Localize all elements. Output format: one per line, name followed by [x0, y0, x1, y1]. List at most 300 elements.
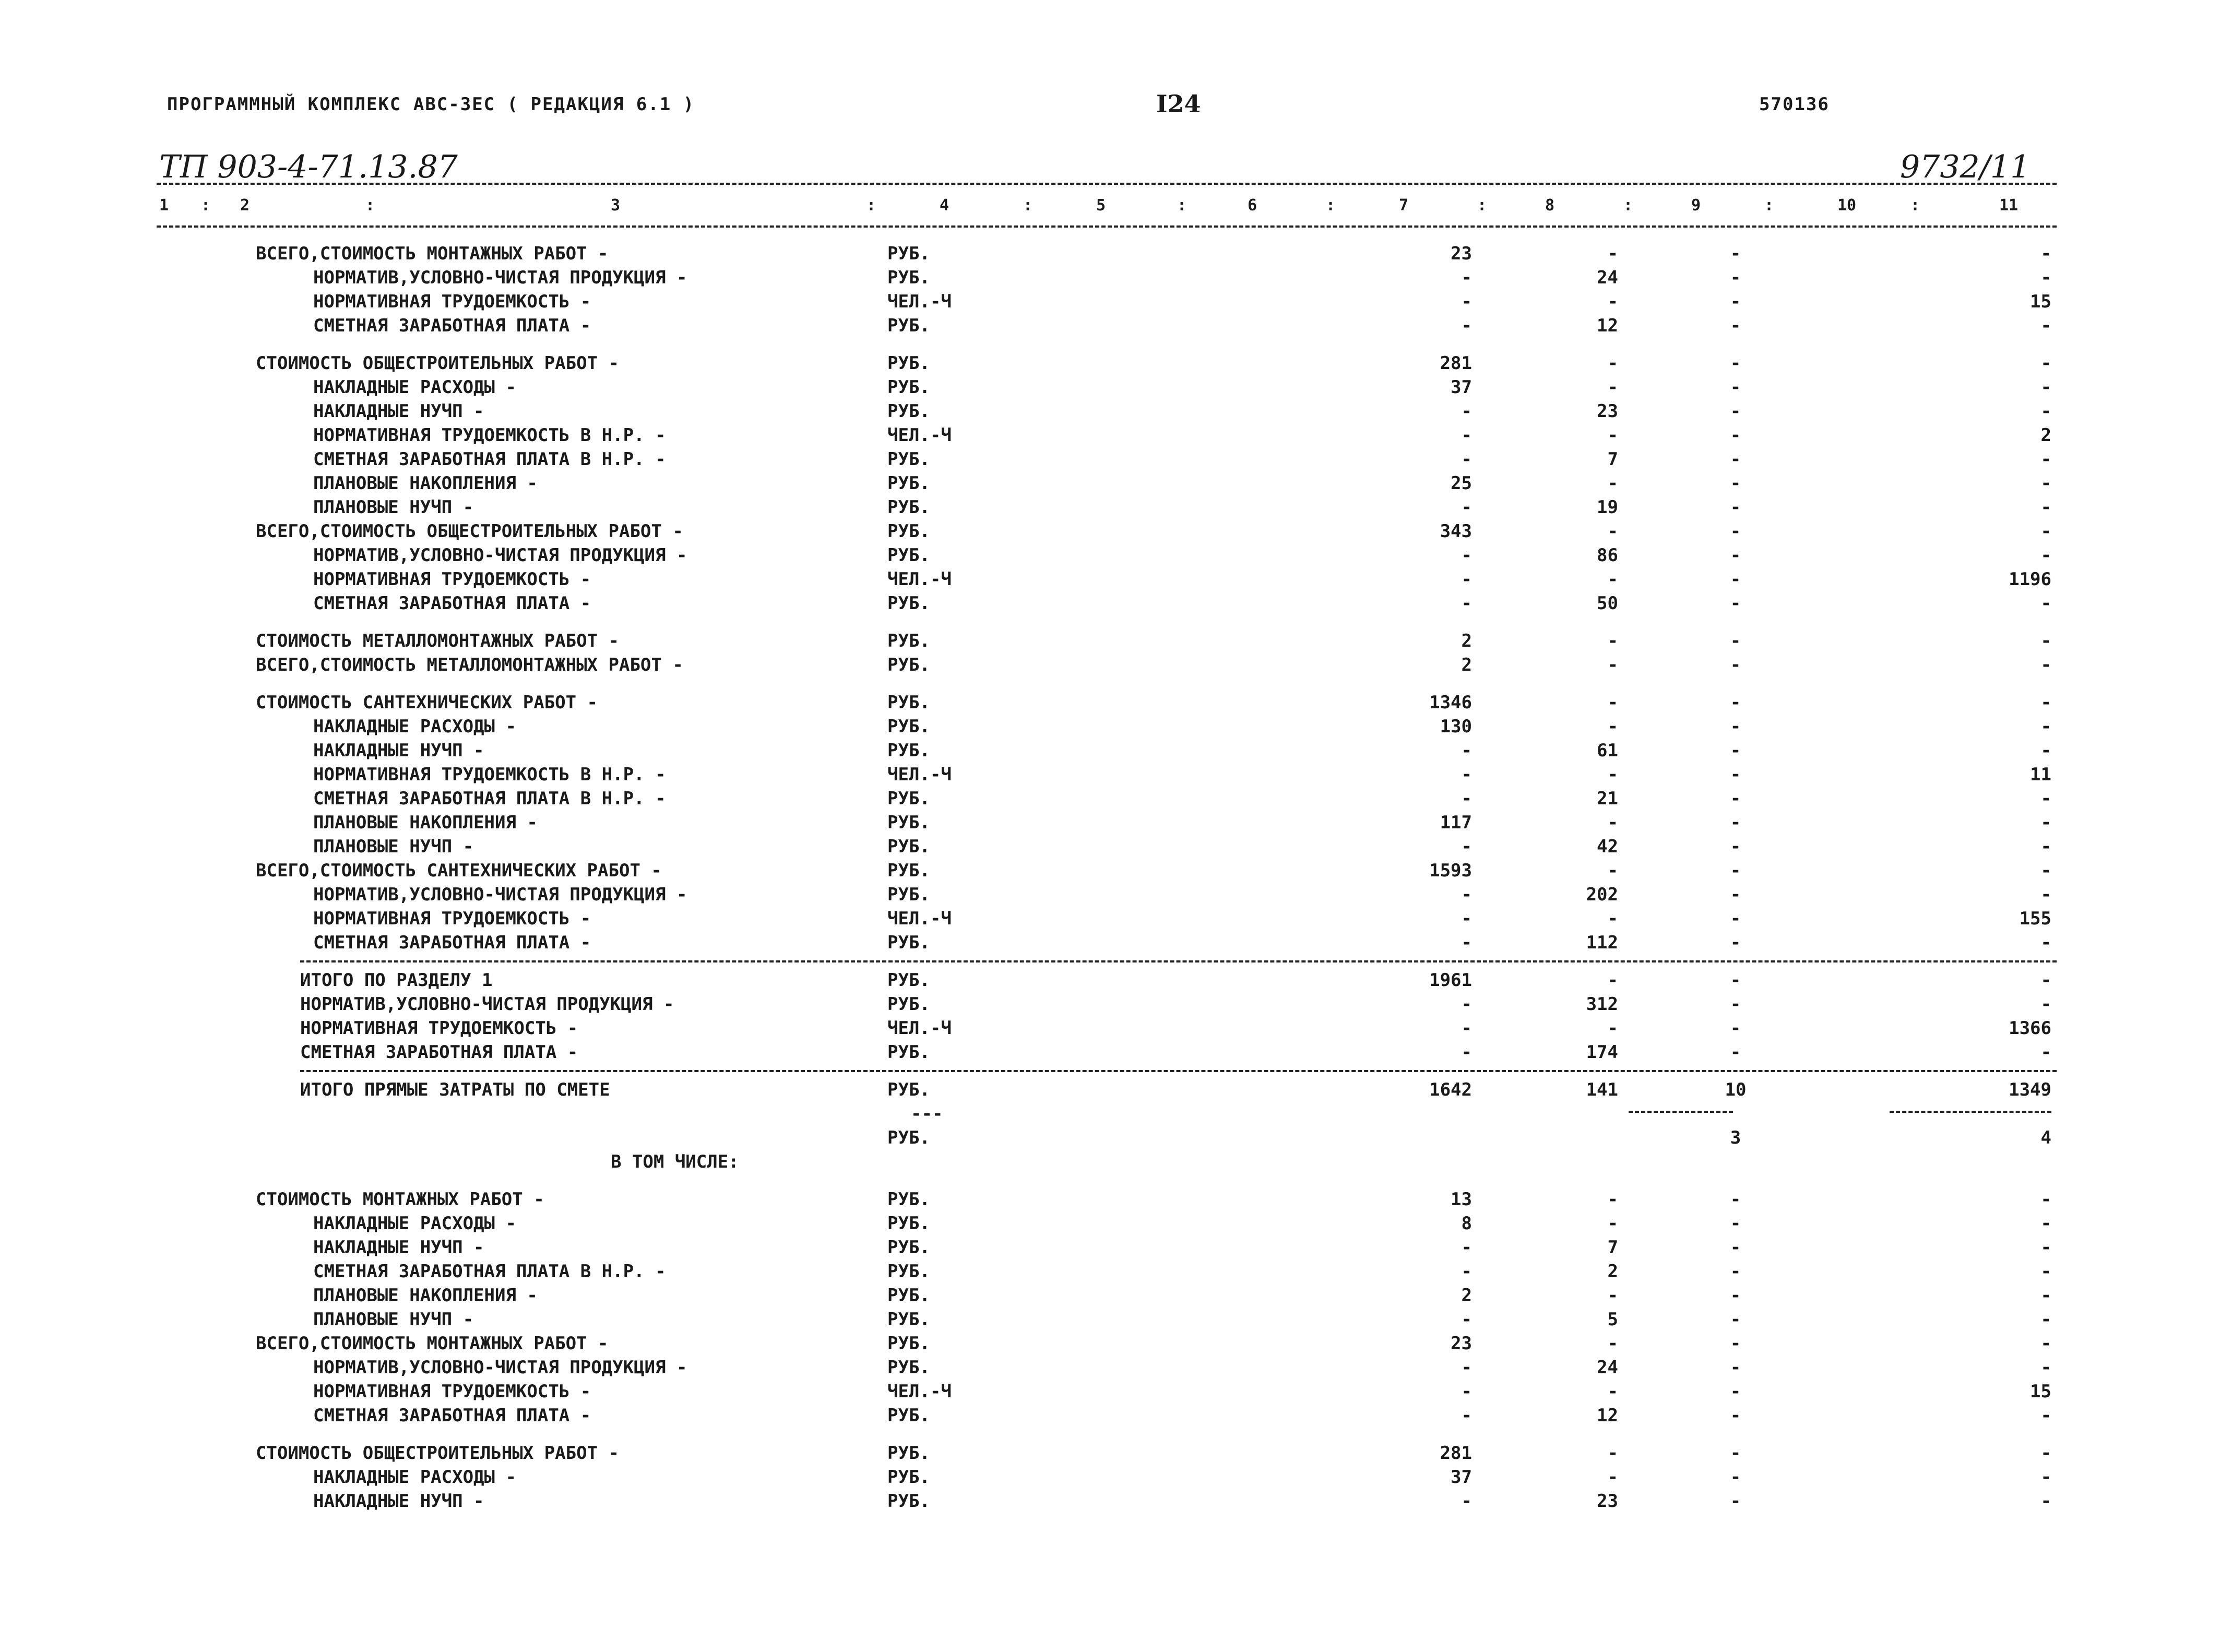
row-label: СТОИМОСТЬ ОБЩЕСТРОИТЕЛЬНЫХ РАБОТ - [256, 1443, 619, 1464]
col7-value: 13 [1451, 1189, 1472, 1210]
col7-value: - [1461, 994, 1472, 1015]
row-label: НАКЛАДНЫЕ РАСХОДЫ - [313, 1467, 516, 1488]
col9-value: - [1730, 1285, 1741, 1306]
row-unit: РУБ. [887, 884, 930, 905]
column-header-2: 2 [240, 196, 250, 215]
table-row [0, 692, 2220, 716]
column-header-12: 7 [1399, 196, 1409, 215]
col7-value: - [1461, 1042, 1472, 1063]
table-row [0, 473, 2220, 497]
row-label: НОРМАТИВНАЯ ТРУДОЕМКОСТЬ - [313, 569, 591, 590]
col8-value: 141 [1586, 1079, 1618, 1100]
col11-value: 155 [2019, 908, 2051, 929]
row-unit: РУБ. [887, 932, 930, 953]
row-unit: РУБ. [887, 1333, 930, 1354]
col8-value: - [1607, 1381, 1618, 1402]
table-row [0, 1443, 2220, 1467]
table-row [0, 593, 2220, 617]
row-unit: РУБ. [887, 970, 930, 991]
col11-value: - [2040, 449, 2051, 470]
column-header-7: : [1023, 196, 1033, 215]
col11-value: - [2040, 970, 2051, 991]
col9-value: - [1730, 1405, 1741, 1426]
col9-value: - [1730, 315, 1741, 336]
row-unit: РУБ. [887, 497, 930, 518]
table-row [0, 1285, 2220, 1309]
album-code: 9732/11 [1900, 149, 2031, 185]
col11-value: - [2040, 545, 2051, 566]
row-label: ПЛАНОВЫЕ НАКОПЛЕНИЯ - [313, 473, 538, 494]
row-unit: РУБ. [887, 1042, 930, 1063]
col8-value: - [1607, 908, 1618, 929]
row-unit: РУБ. [887, 473, 930, 494]
table-row [0, 1042, 2220, 1066]
row-label: НАКЛАДНЫЕ РАСХОДЫ - [313, 716, 516, 737]
row-unit: РУБ. [887, 1285, 930, 1306]
col11-value: - [2040, 1261, 2051, 1282]
col7-value: - [1461, 1309, 1472, 1330]
table-row [0, 631, 2220, 655]
row-label: ПЛАНОВЫЕ НАКОПЛЕНИЯ - [313, 1285, 538, 1306]
row-unit: РУБ. [887, 716, 930, 737]
table-row [0, 1151, 2220, 1175]
col8-value: - [1607, 1018, 1618, 1039]
col11-value: - [2040, 353, 2051, 374]
col7-value: - [1461, 788, 1472, 809]
table-row [0, 521, 2220, 545]
program-header: ПРОГРАММНЫЙ КОМПЛЕКС АВС-ЗЕС ( РЕДАКЦИЯ 6.1 ) [167, 94, 695, 115]
table-row [0, 932, 2220, 956]
col7-value: - [1461, 267, 1472, 288]
col9-value: - [1730, 1189, 1741, 1210]
column-header-17: : [1764, 196, 1774, 215]
col8-value: - [1607, 692, 1618, 713]
col9-value: - [1730, 449, 1741, 470]
row-unit: РУБ. [887, 521, 930, 542]
table-row [0, 1018, 2220, 1042]
col11-value: - [2040, 1405, 2051, 1426]
col7-value: 2 [1461, 655, 1472, 675]
row-unit: РУБ. [887, 315, 930, 336]
row-unit: РУБ. [887, 449, 930, 470]
column-header-13: : [1477, 196, 1487, 215]
table-row [0, 740, 2220, 764]
col9-value: - [1730, 1443, 1741, 1464]
row-unit: РУБ. [887, 1237, 930, 1258]
col11-value: - [2040, 497, 2051, 518]
row-unit: ЧЕЛ.-Ч [887, 1018, 952, 1039]
col7-value: 2 [1461, 631, 1472, 651]
col8-value: 24 [1597, 267, 1618, 288]
row-unit: РУБ. [887, 353, 930, 374]
col11-value: - [2040, 1042, 2051, 1063]
col8-value: - [1607, 291, 1618, 312]
col11-value: - [2040, 521, 2051, 542]
col11-value: - [2040, 267, 2051, 288]
col11-value: 1366 [2009, 1018, 2051, 1039]
table-row [0, 315, 2220, 339]
row-label: НАКЛАДНЫЕ НУЧП - [313, 401, 484, 422]
col7-value: - [1461, 497, 1472, 518]
col8-value: - [1607, 655, 1618, 675]
row-label: НАКЛАДНЫЕ НУЧП - [313, 740, 484, 761]
row-label: СТОИМОСТЬ МОНТАЖНЫХ РАБОТ - [256, 1189, 544, 1210]
row-unit: ЧЕЛ.-Ч [887, 908, 952, 929]
col11-value: - [2040, 836, 2051, 857]
col7-value: - [1461, 884, 1472, 905]
col11-value: - [2040, 315, 2051, 336]
section-rule [300, 960, 2057, 962]
col11-value: - [2040, 377, 2051, 398]
col7-value: - [1461, 401, 1472, 422]
table-row [0, 1189, 2220, 1213]
row-label: СМЕТНАЯ ЗАРАБОТНАЯ ПЛАТА В Н.Р. - [313, 788, 666, 809]
col7-value: - [1461, 1357, 1472, 1378]
col8-value: 21 [1597, 788, 1618, 809]
table-row [0, 1381, 2220, 1405]
col7-value: 117 [1440, 812, 1472, 833]
table-row [0, 377, 2220, 401]
col11-value: - [2040, 1357, 2051, 1378]
col11-value: - [2040, 740, 2051, 761]
row-label: ВСЕГО,СТОИМОСТЬ МОНТАЖНЫХ РАБОТ - [256, 1333, 609, 1354]
row-label: СТОИМОСТЬ МЕТАЛЛОМОНТАЖНЫХ РАБОТ - [256, 631, 619, 651]
col11-value: - [2040, 401, 2051, 422]
col9-value: - [1730, 764, 1741, 785]
column-header-14: 8 [1545, 196, 1555, 215]
row-label: НОРМАТИВ,УСЛОВНО-ЧИСТАЯ ПРОДУКЦИЯ - [313, 545, 687, 566]
row-label: СТОИМОСТЬ САНТЕХНИЧЕСКИХ РАБОТ - [256, 692, 598, 713]
col9-value: - [1730, 788, 1741, 809]
col9-value: - [1730, 1309, 1741, 1330]
column-header-3: : [365, 196, 375, 215]
row-label: СМЕТНАЯ ЗАРАБОТНАЯ ПЛАТА - [300, 1042, 578, 1063]
table-row [0, 860, 2220, 884]
row-label: НОРМАТИВ,УСЛОВНО-ЧИСТАЯ ПРОДУКЦИЯ - [313, 884, 687, 905]
page-number: I24 [1156, 90, 1201, 118]
row-unit: РУБ. [887, 593, 930, 614]
col8-value: - [1607, 860, 1618, 881]
col9-value: - [1730, 569, 1741, 590]
col7-value: - [1461, 593, 1472, 614]
col9-value: 3 [1730, 1127, 1741, 1148]
col11-value: - [2040, 716, 2051, 737]
table-row [0, 884, 2220, 908]
section-rule [300, 1070, 2057, 1072]
col7-value: 23 [1451, 1333, 1472, 1354]
col7-value: - [1461, 740, 1472, 761]
table-row [0, 970, 2220, 994]
col8-value: 42 [1597, 836, 1618, 857]
row-label: НОРМАТИВ,УСЛОВНО-ЧИСТАЯ ПРОДУКЦИЯ - [313, 267, 687, 288]
col8-value: - [1607, 473, 1618, 494]
col8-value: - [1607, 1213, 1618, 1234]
column-header-5: : [866, 196, 876, 215]
col8-value: - [1607, 569, 1618, 590]
row-label: ВСЕГО,СТОИМОСТЬ МЕТАЛЛОМОНТАЖНЫХ РАБОТ - [256, 655, 683, 675]
col9-value: - [1730, 1381, 1741, 1402]
row-label: СМЕТНАЯ ЗАРАБОТНАЯ ПЛАТА - [313, 593, 591, 614]
row-unit: РУБ. [887, 267, 930, 288]
table-row [0, 788, 2220, 812]
col7-value: - [1461, 315, 1472, 336]
col8-value: - [1607, 716, 1618, 737]
project-code: ТП 903-4-71.13.87 [159, 149, 458, 185]
row-unit: РУБ. [887, 740, 930, 761]
col9-value: - [1730, 1357, 1741, 1378]
col9-value: - [1730, 692, 1741, 713]
col11-value: 1349 [2009, 1079, 2051, 1100]
column-header-8: 5 [1096, 196, 1106, 215]
col11-value: - [2040, 860, 2051, 881]
col7-value: 343 [1440, 521, 1472, 542]
col9-value: - [1730, 908, 1741, 929]
col8-value: 312 [1586, 994, 1618, 1015]
row-label: НОРМАТИВНАЯ ТРУДОЕМКОСТЬ - [300, 1018, 578, 1039]
table-row [0, 1333, 2220, 1357]
col11-value: - [2040, 932, 2051, 953]
col9-value: - [1730, 860, 1741, 881]
subtotal-rule-row [0, 1103, 2220, 1127]
col11-value: 1196 [2009, 569, 2051, 590]
col7-value: - [1461, 836, 1472, 857]
table-row [0, 1127, 2220, 1151]
column-header-15: : [1623, 196, 1633, 215]
column-header-20: 11 [1999, 196, 2019, 215]
col8-value: 202 [1586, 884, 1618, 905]
col8-value: 24 [1597, 1357, 1618, 1378]
col8-value: 2 [1607, 1261, 1618, 1282]
col9-value: - [1730, 1261, 1741, 1282]
row-unit: ЧЕЛ.-Ч [887, 764, 952, 785]
column-header-18: 10 [1837, 196, 1857, 215]
row-unit: РУБ. [887, 545, 930, 566]
row-unit: РУБ. [887, 243, 930, 264]
col8-value: 23 [1597, 1491, 1618, 1512]
col9-value: - [1730, 994, 1741, 1015]
col8-value: - [1607, 353, 1618, 374]
col11-value: - [2040, 994, 2051, 1015]
col9-value: - [1730, 1333, 1741, 1354]
row-label: ИТОГО ПРЯМЫЕ ЗАТРАТЫ ПО СМЕТЕ [300, 1079, 610, 1100]
row-label: СТОИМОСТЬ ОБЩЕСТРОИТЕЛЬНЫХ РАБОТ - [256, 353, 619, 374]
row-unit: РУБ. [887, 1491, 930, 1512]
table-row [0, 1491, 2220, 1515]
row-unit: РУБ. [887, 1079, 930, 1100]
row-unit: РУБ. [887, 1189, 930, 1210]
row-label: НОРМАТИВНАЯ ТРУДОЕМКОСТЬ В Н.Р. - [313, 425, 666, 446]
col11-value: - [2040, 631, 2051, 651]
row-unit: РУБ. [887, 1443, 930, 1464]
top-rule [157, 183, 2057, 185]
row-label: НОРМАТИВ,УСЛОВНО-ЧИСТАЯ ПРОДУКЦИЯ - [313, 1357, 687, 1378]
row-label: СМЕТНАЯ ЗАРАБОТНАЯ ПЛАТА - [313, 1405, 591, 1426]
col8-value: - [1607, 970, 1618, 991]
col9-value: - [1730, 593, 1741, 614]
col8-value: - [1607, 1443, 1618, 1464]
row-label: СМЕТНАЯ ЗАРАБОТНАЯ ПЛАТА В Н.Р. - [313, 449, 666, 470]
col8-value: - [1607, 425, 1618, 446]
col11-value: - [2040, 884, 2051, 905]
row-label: НОРМАТИВНАЯ ТРУДОЕМКОСТЬ - [313, 1381, 591, 1402]
table-row [0, 497, 2220, 521]
col8-value: - [1607, 631, 1618, 651]
row-unit: РУБ. [887, 631, 930, 651]
col8-value: 174 [1586, 1042, 1618, 1063]
col11-value: - [2040, 788, 2051, 809]
row-label: ИТОГО ПО РАЗДЕЛУ 1 [300, 970, 493, 991]
row-unit: РУБ. [887, 836, 930, 857]
col7-value: - [1461, 932, 1472, 953]
row-unit: ЧЕЛ.-Ч [887, 425, 952, 446]
col11-rule [1890, 1111, 2051, 1113]
row-unit: РУБ. [887, 377, 930, 398]
col8-value: 7 [1607, 1237, 1618, 1258]
col9-value: - [1730, 970, 1741, 991]
col9-value: 10 [1725, 1079, 1747, 1100]
row-unit: ЧЕЛ.-Ч [887, 1381, 952, 1402]
col7-value: - [1461, 449, 1472, 470]
table-row [0, 1405, 2220, 1429]
col11-value: - [2040, 1309, 2051, 1330]
col9-value: - [1730, 291, 1741, 312]
col9-value: - [1730, 243, 1741, 264]
row-label: ПЛАНОВЫЕ НУЧП - [313, 836, 474, 857]
col8-value: 7 [1607, 449, 1618, 470]
header-rule [157, 225, 2057, 228]
table-row [0, 353, 2220, 377]
row-label: НАКЛАДНЫЕ НУЧП - [313, 1237, 484, 1258]
col9-value: - [1730, 740, 1741, 761]
table-row [0, 716, 2220, 740]
row-label: НОРМАТИВНАЯ ТРУДОЕМКОСТЬ - [313, 291, 591, 312]
table-row [0, 1357, 2220, 1381]
col9-value: - [1730, 812, 1741, 833]
col8-value: - [1607, 764, 1618, 785]
table-row [0, 1079, 2220, 1103]
col8-value: 12 [1597, 1405, 1618, 1426]
table-row [0, 569, 2220, 593]
col9-value: - [1730, 716, 1741, 737]
row-label: ПЛАНОВЫЕ НУЧП - [313, 1309, 474, 1330]
row-unit: РУБ. [887, 692, 930, 713]
col7-value: - [1461, 425, 1472, 446]
col7-value: - [1461, 1237, 1472, 1258]
row-label: ВСЕГО,СТОИМОСТЬ САНТЕХНИЧЕСКИХ РАБОТ - [256, 860, 662, 881]
col9-value: - [1730, 932, 1741, 953]
col8-value: - [1607, 812, 1618, 833]
row-unit: РУБ. [887, 1127, 930, 1148]
row-unit: РУБ. [887, 812, 930, 833]
table-row [0, 267, 2220, 291]
row-label: НАКЛАДНЫЕ РАСХОДЫ - [313, 1213, 516, 1234]
col7-value: 1961 [1429, 970, 1472, 991]
table-row [0, 1237, 2220, 1261]
unit-rule: --- [911, 1103, 943, 1124]
col7-value: - [1461, 764, 1472, 785]
col7-value: - [1461, 1381, 1472, 1402]
col9-value: - [1730, 1467, 1741, 1488]
col9-value: - [1730, 473, 1741, 494]
col9-value: - [1730, 1237, 1741, 1258]
row-label: НАКЛАДНЫЕ РАСХОДЫ - [313, 377, 516, 398]
col7-value: 37 [1451, 1467, 1472, 1488]
col8-value: - [1607, 1467, 1618, 1488]
col9-value: - [1730, 401, 1741, 422]
col7-value: 25 [1451, 473, 1472, 494]
col9-value: - [1730, 497, 1741, 518]
row-label: НАКЛАДНЫЕ НУЧП - [313, 1491, 484, 1512]
col8-value: 12 [1597, 315, 1618, 336]
row-label: НОРМАТИВНАЯ ТРУДОЕМКОСТЬ - [313, 908, 591, 929]
document-code: 570136 [1759, 94, 1830, 115]
col8-value: 86 [1597, 545, 1618, 566]
row-unit: ЧЕЛ.-Ч [887, 291, 952, 312]
col9-value: - [1730, 545, 1741, 566]
col11-value: - [2040, 243, 2051, 264]
col7-value: 130 [1440, 716, 1472, 737]
col8-value: 5 [1607, 1309, 1618, 1330]
col9-value: - [1730, 353, 1741, 374]
table-row [0, 449, 2220, 473]
col8-value: - [1607, 1189, 1618, 1210]
col7-value: - [1461, 291, 1472, 312]
table-row [0, 1213, 2220, 1237]
col7-value: 1346 [1429, 692, 1472, 713]
col7-value: - [1461, 1405, 1472, 1426]
row-label: СМЕТНАЯ ЗАРАБОТНАЯ ПЛАТА - [313, 315, 591, 336]
col11-value: - [2040, 1443, 2051, 1464]
row-label: НОРМАТИВНАЯ ТРУДОЕМКОСТЬ В Н.Р. - [313, 764, 666, 785]
col11-value: - [2040, 812, 2051, 833]
col11-value: - [2040, 1333, 2051, 1354]
col11-value: - [2040, 1467, 2051, 1488]
col9-value: - [1730, 425, 1741, 446]
col9-value: - [1730, 267, 1741, 288]
col11-value: - [2040, 655, 2051, 675]
col11-value: - [2040, 1491, 2051, 1512]
col9-value: - [1730, 884, 1741, 905]
col7-value: - [1461, 1261, 1472, 1282]
col7-value: - [1461, 569, 1472, 590]
row-unit: РУБ. [887, 1467, 930, 1488]
table-row [0, 425, 2220, 449]
col11-value: - [2040, 1213, 2051, 1234]
col9-value: - [1730, 1491, 1741, 1512]
col8-value: 61 [1597, 740, 1618, 761]
col11-value: 4 [2040, 1127, 2051, 1148]
column-header-19: : [1910, 196, 1920, 215]
col7-value: 281 [1440, 353, 1472, 374]
row-unit: РУБ. [887, 655, 930, 675]
col9-rule [1629, 1111, 1733, 1113]
col7-value: 2 [1461, 1285, 1472, 1306]
col11-value: 15 [2030, 1381, 2051, 1402]
col7-value: 1642 [1429, 1079, 1472, 1100]
row-unit: РУБ. [887, 1261, 930, 1282]
row-label: НОРМАТИВ,УСЛОВНО-ЧИСТАЯ ПРОДУКЦИЯ - [300, 994, 674, 1015]
col8-value: - [1607, 243, 1618, 264]
col11-value: - [2040, 692, 2051, 713]
col9-value: - [1730, 655, 1741, 675]
table-row [0, 243, 2220, 267]
row-unit: РУБ. [887, 401, 930, 422]
table-row [0, 908, 2220, 932]
col7-value: 8 [1461, 1213, 1472, 1234]
col11-value: 15 [2030, 291, 2051, 312]
col11-value: - [2040, 1189, 2051, 1210]
row-label: В ТОМ ЧИСЛЕ: [611, 1151, 739, 1172]
